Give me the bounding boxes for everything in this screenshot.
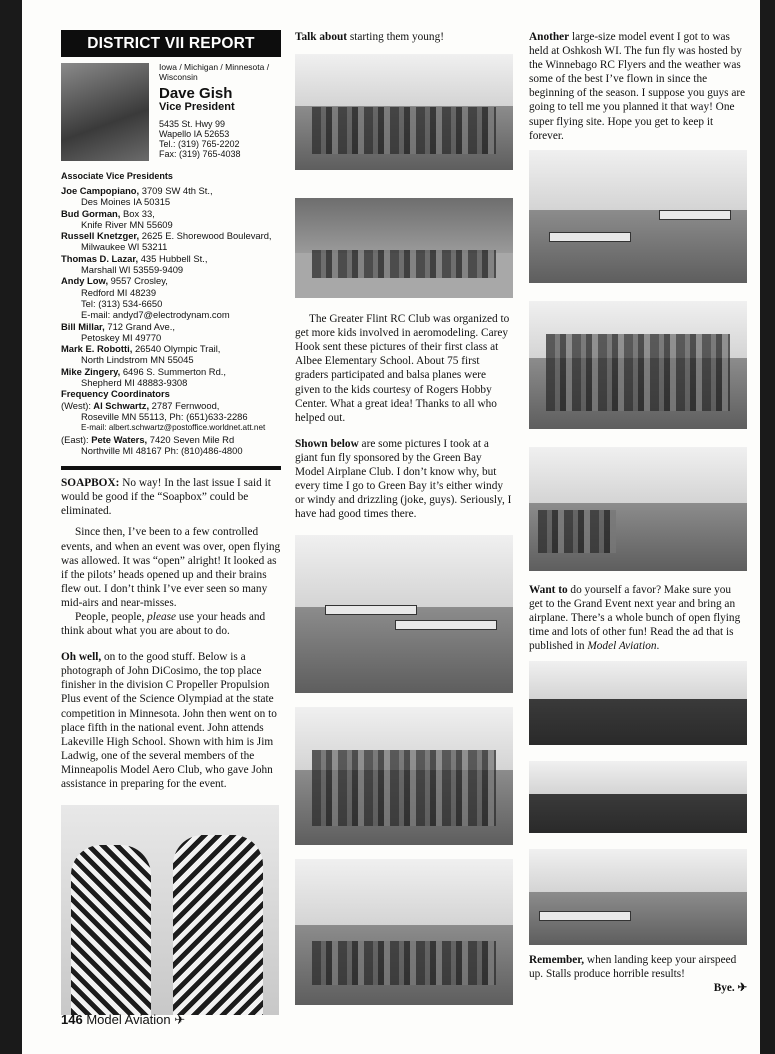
paragraph-text: No way! In the last issue I said it would be good if the “Soapbox” could be eliminated. (61, 477, 271, 518)
photo-ground (529, 794, 747, 834)
photo-ground (529, 699, 747, 745)
vp-address (159, 119, 281, 159)
assoc-entry (61, 230, 281, 241)
assoc-address: 6496 S. Summerton Rd., (120, 365, 226, 377)
photo-sky (529, 849, 747, 892)
photo-sky (529, 761, 747, 793)
lead-in: Oh well, (61, 651, 102, 664)
photo-plane (395, 620, 497, 630)
photo-grand-event-1 (529, 661, 747, 745)
signoff: Bye. ✈ (713, 982, 747, 995)
assoc-city: Milwaukee WI 53211 (81, 241, 168, 253)
freq-west (61, 400, 281, 411)
lead-in: Shown below (295, 437, 359, 450)
photo-group (312, 941, 495, 985)
assoc-heading: Associate Vice Presidents (61, 171, 173, 181)
photo-group (538, 510, 616, 553)
paragraph-text: . (656, 640, 660, 653)
column-2 (295, 30, 513, 1005)
photo-oshkosh-tents (529, 150, 747, 283)
assoc-entry (61, 343, 281, 354)
vp-header (61, 63, 281, 167)
paragraph (61, 650, 281, 791)
freq-heading: Frequency Coordinators (61, 388, 170, 400)
assoc-name: Russell Knetzger, (61, 230, 140, 242)
lead-in: Want to (529, 583, 568, 596)
assoc-address: 2625 E. Shorewood Boulevard, (139, 230, 272, 242)
photo-plane (539, 911, 631, 921)
assoc-entry (61, 253, 281, 264)
assoc-entry (61, 185, 281, 196)
photo-sky (529, 447, 747, 503)
section-divider (61, 466, 281, 470)
photo-sky (529, 150, 747, 210)
photo-kids-field (295, 54, 513, 170)
photo-sky (295, 859, 513, 925)
paragraph-text: People, people, (75, 610, 148, 623)
assoc-address: 3709 SW 4th St., (139, 185, 213, 196)
assoc-city: North Lindstrom MN 55045 (81, 354, 194, 366)
photo-grand-event-2 (529, 761, 747, 833)
freq-label: (West): (61, 399, 92, 411)
photo-group (312, 107, 495, 153)
photo-plane (325, 605, 417, 615)
photo-field-people (295, 859, 513, 1005)
vp-name: Dave Gish (159, 85, 233, 102)
assoc-entry (61, 208, 281, 219)
magazine-page (22, 0, 760, 1054)
assoc-list (61, 185, 281, 456)
vp-info (159, 63, 281, 159)
paragraph: Since then, I’ve been to a few controlled events, and when an event was over, open flying was allowed. It was “open” alright! It looked as if the pilots’ heads opened up and their brains flew out. I don’t think I’ve ever seen so many mid-airs and near-misses. (61, 526, 281, 609)
freq-email: E-mail: albert.schwartz@postoffice.worldnet.att.net (81, 423, 266, 433)
vp-address-line1: 5435 St. Hwy 99 (159, 119, 226, 129)
assoc-tel: Tel: (313) 534-6650 (81, 297, 163, 309)
vp-fax: Fax: (319) 765-4038 (159, 149, 241, 159)
vp-address-line2: Wapello IA 52653 (159, 129, 230, 139)
photo-building (295, 198, 513, 253)
paragraph (529, 30, 747, 143)
assoc-city: Shepherd MI 48883-9308 (81, 377, 188, 389)
page-footer (61, 1012, 185, 1028)
freq-city: Northville MI 48167 Ph: (810)486-4800 (81, 444, 243, 456)
district-banner: DISTRICT VII REPORT (61, 30, 281, 57)
assoc-address: 435 Hubbell St., (138, 252, 208, 264)
page-number: 146 (61, 1012, 83, 1027)
photo-group (312, 250, 495, 278)
assoc-address: 26540 Olympic Trail, (132, 343, 221, 355)
freq-city: Roseville MN 55113, Ph: (651)633-2286 (81, 410, 248, 422)
photo-sky (295, 535, 513, 606)
freq-label: (East): (61, 433, 89, 445)
assoc-address: 9557 Crosley, (108, 275, 168, 287)
freq-east (61, 434, 281, 445)
person-left (71, 845, 151, 1015)
assoc-city: Des Moines IA 50315 (81, 196, 171, 208)
assoc-city: Redford MI 48239 (81, 286, 157, 298)
paragraph-text: do yourself a favor? Make sure you get to the Grand Event next year and bring an airplane. There’s a whole bunch of open flying time and lots of other fun! Read the ad that is published in (529, 583, 741, 653)
paragraph-text: on to the good stuff. Below is a photograph of John DiCosimo, the top place finisher in the division C Propeller Propulsion Plus event of the Science Olympiad at the state competition in Minnesota. John then went on to place fifth in the national event. John attends Lakeville High School. Shown with him is Jim Ladwig, one of the several members of the Minneapolis Model Aero Club, who gave John assistance in preparing for the event. (61, 651, 277, 790)
person-right (173, 835, 263, 1015)
photo-plane (549, 232, 631, 242)
photo-sky (529, 661, 747, 699)
assoc-email: E-mail: andyd7@electrodynam.com (81, 309, 230, 321)
paragraph-text: starting them young! (347, 31, 444, 43)
assoc-address: Box 33, (120, 207, 155, 219)
paragraph-text: use your heads and think about what you are about to do. (61, 610, 266, 638)
assoc-entry (61, 321, 281, 332)
paragraph (295, 437, 513, 522)
photo-dicosimo-ladwig (61, 805, 279, 1015)
assoc-entry (61, 275, 281, 286)
photo-flight-line (529, 447, 747, 571)
assoc-name: Thomas D. Lazar, (61, 252, 139, 264)
photo-kids-school (295, 198, 513, 298)
emphasis: Model Aviation (587, 640, 657, 653)
assoc-city: Knife River MN 55609 (81, 218, 173, 230)
paragraph (529, 953, 747, 981)
assoc-name: Andy Low, (61, 275, 109, 287)
assoc-name: Joe Campopiano, (61, 185, 140, 196)
paragraph (61, 610, 281, 638)
freq-name: Pete Waters, (88, 433, 148, 445)
freq-address: 7420 Seven Mile Rd (147, 433, 235, 445)
lead-in: Remember, (529, 954, 585, 967)
photo-plane (659, 210, 731, 220)
lead-in: Another (529, 31, 570, 43)
assoc-city: Marshall WI 53559-9409 (81, 264, 184, 276)
magazine-name: Model Aviation ✈ (86, 1012, 186, 1027)
emphasis: please (147, 610, 177, 623)
photo-biplanes (295, 535, 513, 693)
photo-winnebago-group (529, 301, 747, 429)
photo-grand-event-3 (529, 849, 747, 945)
vp-portrait-photo (61, 63, 149, 161)
photo-ground (529, 210, 747, 283)
freq-address: 2787 Fernwood, (149, 399, 220, 411)
vp-title: Vice President (159, 101, 235, 113)
assoc-address: 712 Grand Ave., (104, 320, 175, 332)
lead-in: Talk about (295, 31, 348, 43)
assoc-name: Mark E. Robotti, (61, 343, 133, 355)
photo-group (312, 750, 495, 826)
column-1 (61, 30, 281, 1015)
assoc-name: Bud Gorman, (61, 207, 121, 219)
assoc-city: Petoskey MI 49770 (81, 331, 162, 343)
assoc-name: Bill Millar, (61, 320, 105, 332)
soapbox-paragraph (61, 476, 281, 518)
photo-club-group (295, 707, 513, 845)
paragraph-text: when landing keep your airspeed up. Stalls produce horrible results! (529, 954, 737, 981)
paragraph (529, 583, 747, 653)
assoc-name: Mike Zingery, (61, 365, 121, 377)
freq-name: Al Schwartz, (91, 399, 150, 411)
assoc-entry (61, 366, 281, 377)
paragraph: The Greater Flint RC Club was organized to get more kids involved in aeromodeling. Carey Hook sent these pictures of their first class at Albee Elementary School. About 75 first graders participated and balsa planes were given to the kids courtesy of Rogers Hobby Center. What a great idea! Thanks to all who helped out. (295, 313, 510, 424)
photo-sky (295, 54, 513, 106)
column-3 (529, 30, 747, 995)
paragraph (295, 30, 513, 44)
paragraph-text: large-size model event I got to was held at Oshkosh WI. The fun fly was hosted by the Winnebago RC Flyers and the weather was some of the best I’ve flown in since the beginning of the season. I suppose you guys are going to tell me you planned it that way! One super flying site. Hope you get to keep it forever. (529, 31, 746, 142)
vp-states: Iowa / Michigan / Minnesota / Wisconsin (159, 62, 270, 82)
vp-tel: Tel.: (319) 765-2202 (159, 139, 240, 149)
photo-group (546, 334, 729, 411)
lead-in: SOAPBOX: (61, 477, 120, 490)
paragraph-text: are some pictures I took at a giant fun fly sponsored by the Green Bay Model Airplane Club. I don’t know why, but every time I go to Green Bay it’s either windy or windy and drizzling (joke, guys). Seriously, I have had good times there. (295, 437, 512, 521)
